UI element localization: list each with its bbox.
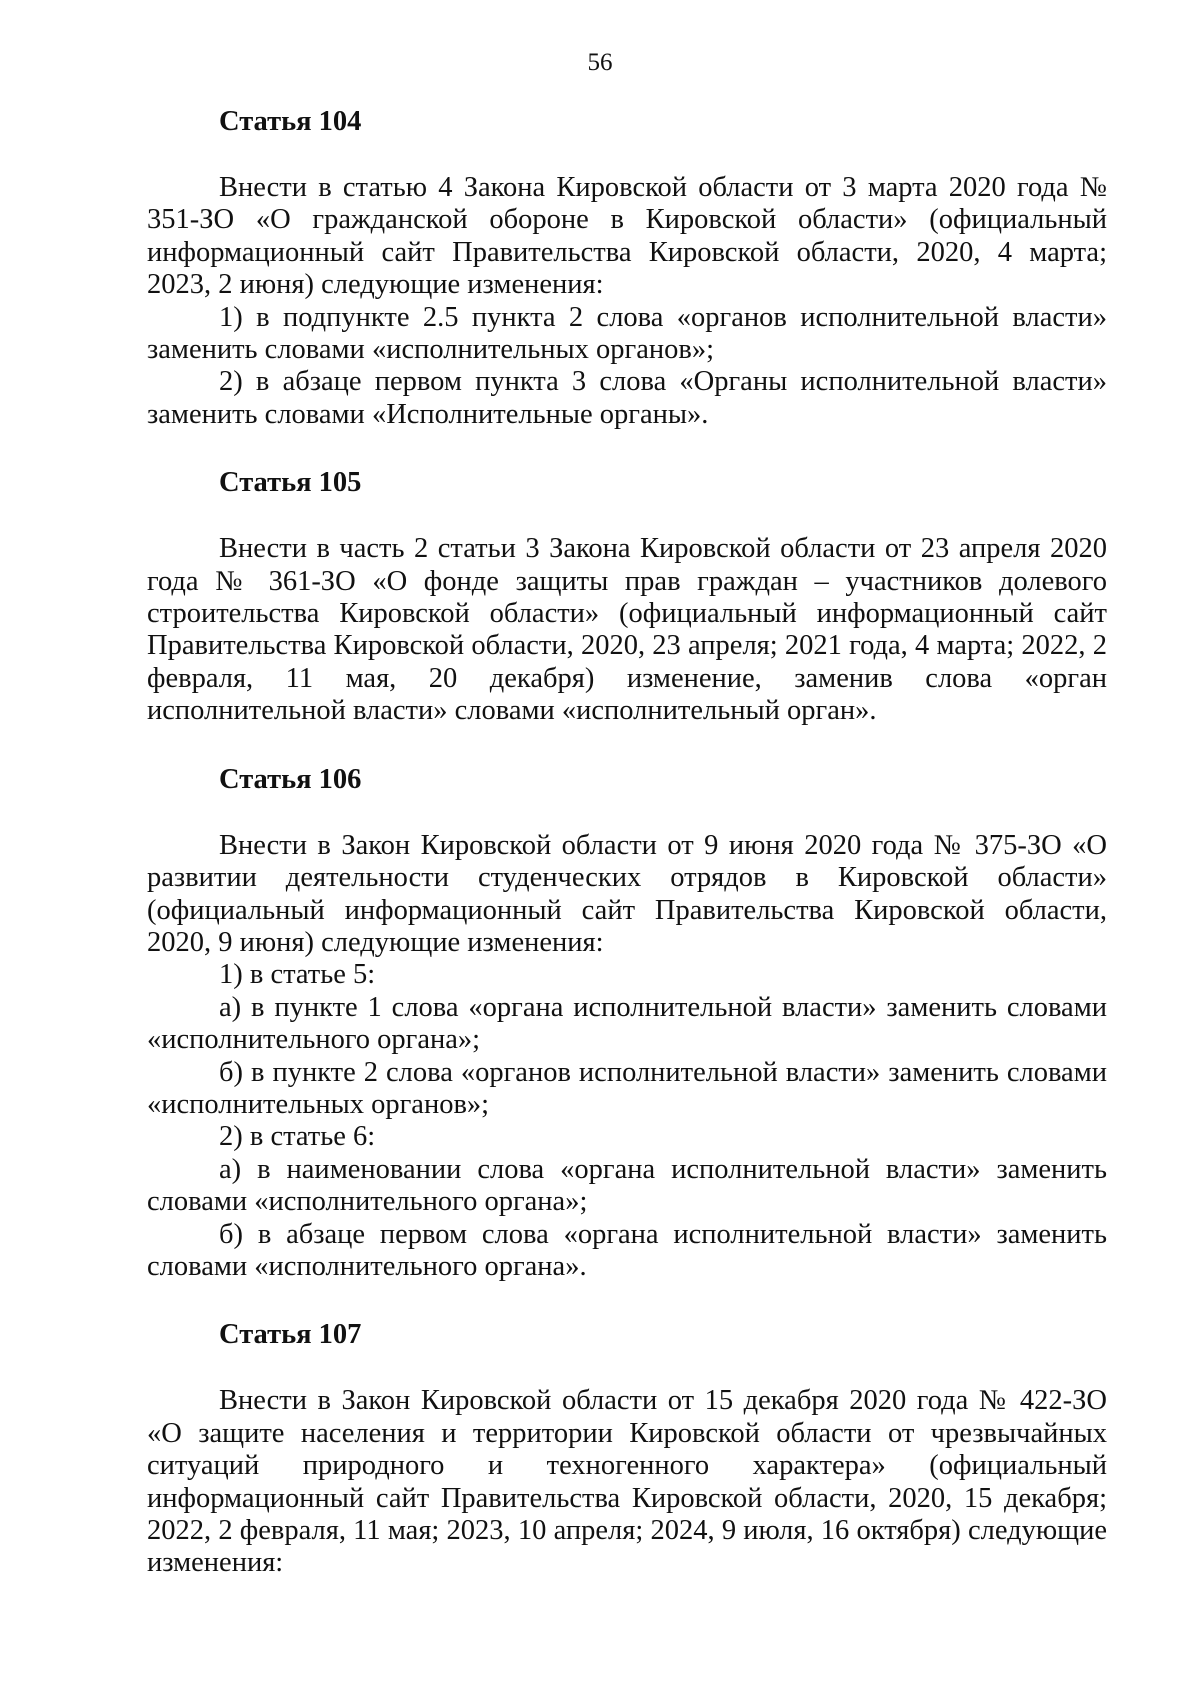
article-107 <box>147 1319 1107 1579</box>
document-body <box>147 106 1107 1580</box>
article-paragraph: 1) в подпункте 2.5 пункта 2 слова «органов исполнительной власти» заменить словами «исполнительных органов»; <box>147 301 1107 366</box>
article-106 <box>147 764 1107 1284</box>
article-title: Статья 106 <box>219 763 362 795</box>
article-paragraph: Внести в Закон Кировской области от 15 декабря 2020 года № 422-ЗО «О защите населения и территории Кировской области от чрезвычайных ситуаций природного и техногенного характера» (официальный информационный сайт Правительства Кировской области, 2020, 15 декабря; 2022, 2 февраля, 11 мая; 2023, 10 апреля; 2024, 9 июля, 16 октября) следующие изменения: <box>147 1385 1107 1579</box>
article-paragraph: Внести в Закон Кировской области от 9 июня 2020 года № 375-ЗО «О развитии деятельности студенческих отрядов в Кировской области» (официальный информационный сайт Правительства Кировской области, 2020, 9 июня) следующие изменения: <box>147 829 1107 958</box>
article-paragraph: а) в пункте 1 слова «органа исполнительной власти» заменить словами «исполнительного органа»; <box>147 991 1107 1056</box>
article-title: Статья 107 <box>219 1319 362 1351</box>
article-paragraph: а) в наименовании слова «органа исполнительной власти» заменить словами «исполнительного органа»; <box>147 1153 1107 1218</box>
article-104 <box>147 106 1107 431</box>
article-paragraph: б) в пункте 2 слова «органов исполнительной власти» заменить словами «исполнительных органов»; <box>147 1056 1107 1120</box>
article-paragraph: Внести в статью 4 Закона Кировской области от 3 марта 2020 года № 351-ЗО «О гражданской обороне в Кировской области» (официальный информационный сайт Правительства Кировской области, 2020, 4 марта; 2023, 2 июня) следующие изменения: <box>147 172 1107 301</box>
article-paragraph: б) в абзаце первом слова «органа исполнительной власти» заменить словами «исполнительного органа». <box>147 1218 1107 1282</box>
article-paragraph: 1) в статье 5: <box>219 959 376 991</box>
article-paragraph: Внести в часть 2 статьи 3 Закона Кировской области от 23 апреля 2020 года № 361-ЗО «О фонде защиты прав граждан – участников долевого строительства Кировской области» (официальный информационный сайт Правительства Кировской области, 2020, 23 апреля; 2021 года, 4 марта; 2022, 2 февраля, 11 мая, 20 декабря) изменение, заменив слова «орган исполнительной власти» словами «исполнительный орган». <box>147 533 1107 727</box>
page-number: 56 <box>587 49 613 76</box>
article-title: Статья 105 <box>219 467 362 499</box>
article-paragraph: 2) в абзаце первом пункта 3 слова «Органы исполнительной власти» заменить словами «Исполнительные органы». <box>147 366 1107 430</box>
article-105 <box>147 467 1107 727</box>
article-paragraph: 2) в статье 6: <box>219 1121 376 1153</box>
article-title: Статья 104 <box>219 106 362 137</box>
